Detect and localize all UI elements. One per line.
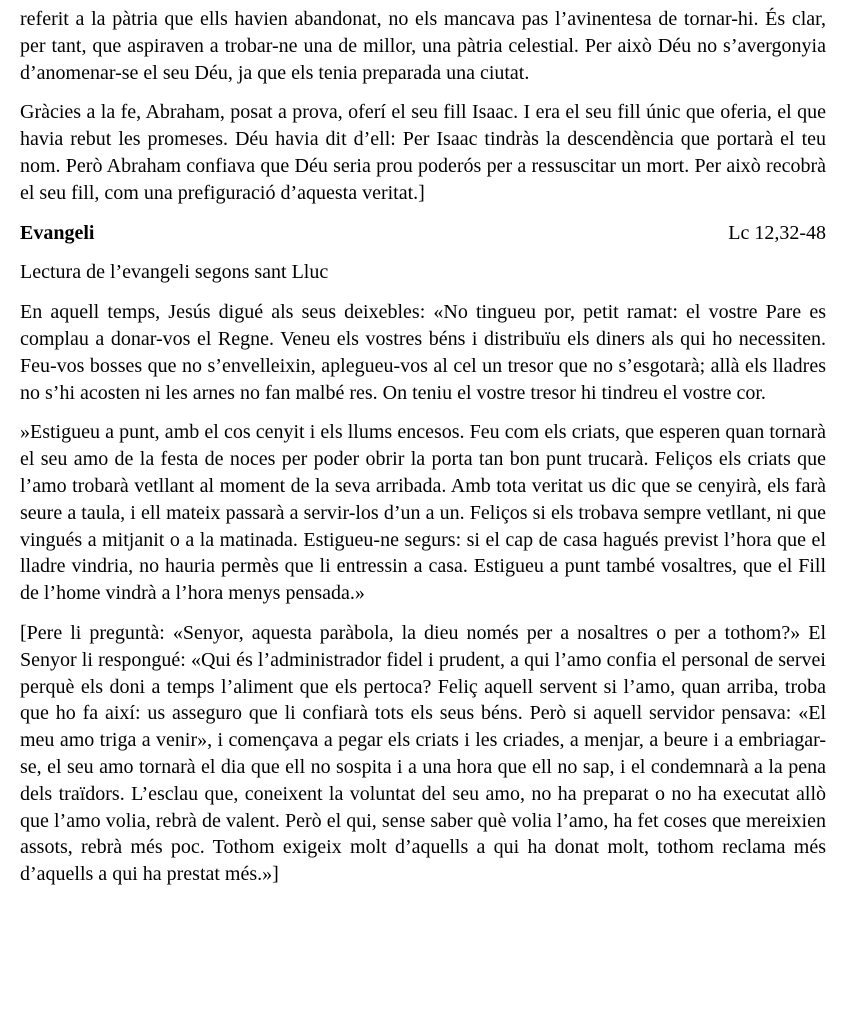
section-heading: Evangeli — [20, 221, 95, 244]
scripture-reference: Lc 12,32-48 — [728, 221, 826, 244]
reading-intro: Lectura de l’evangeli segons sant Lluc — [20, 261, 329, 284]
body-paragraph-patria: referit a la pàtria que ells havien abandonat, no els mancava pas l’avinentesa de tornar-hi. És clar, per tant, que aspiraven a trobar-ne una de millor, una pàtria celestial. Per això Déu no s’avergonyia d’anomenar-se el seu Déu, ja que els tenia preparada una ciutat. — [20, 8, 826, 84]
body-paragraph-gospel-1: En aquell temps, Jesús digué als seus deixebles: «No tingueu por, petit ramat: el vostre Pare es complau a donar-vos el Regne. Veneu els vostres béns i distribuïu els diners als qui ho necessiten. Feu-vos bosses que no s’envelleixin, aplegueu-vos al cel un tresor que no s’esgotarà; allà els lladres no s’hi acosten ni les arnes no fan malbé res. On teniu el vostre tresor hi tindreu el vostre cor. — [20, 301, 826, 404]
section-heading-row — [20, 220, 826, 247]
body-paragraph-gospel-3: [Pere li preguntà: «Senyor, aquesta paràbola, la dieu només per a nosaltres o per a tothom?» El Senyor li respongué: «Qui és l’administrador fidel i prudent, a qui l’amo confia el personal de servei perquè els doni a temps l’aliment que els pertoca? Feliç aquell servent si l’amo, quan arriba, troba que ho fa així: us asseguro que li confiarà tots els seus béns. Però si aquell servidor pensava: «El meu amo triga a venir», i començava a pegar els criats i les criades, a menjar, a beure i a embriagar-se, el seu amo tornarà el dia que ell no sospita i a una hora que ell no sap, i el condemnarà a la pena dels traïdors. L’esclau que, coneixent la voluntat del seu amo, no ha preparat o no ha executat allò que l’amo volia, rebrà de valent. Però el qui, sense saber què volia l’amo, ha fet coses que mereixien assots, rebrà més poc. Tothom exigeix molt d’aquells a qui ha donat molt, tothom reclama més d’aquells a qui ha prestat més.»] — [20, 621, 826, 886]
body-paragraph-gospel-2: »Estigueu a punt, amb el cos cenyit i els llums encesos. Feu com els criats, que esperen quan tornarà el seu amo de la festa de noces per poder obrir la porta tan bon punt trucarà. Feliços els criats que l’amo trobarà vetllant al moment de la seva arribada. Amb tota veritat us dic que se cenyirà, els farà seure a taula, i ell mateix passarà a servir-los d’un a un. Feliços si els trobava sempre vetllant, ni que vingués a mitjanit o a la matinada. Estigueu-ne segurs: si el cap de casa hagués previst l’hora que el lladre vindria, no hauria permès que li entressin a casa. Estigueu a punt també vosaltres, que el Fill de l’home vindrà a l’hora menys pensada.» — [20, 421, 826, 605]
body-paragraph-abraham: Gràcies a la fe, Abraham, posat a prova, oferí el seu fill Isaac. I era el seu fill únic que oferia, el que havia rebut les promeses. Déu havia dit d’ell: Per Isaac tindràs la descendència que portarà el teu nom. Però Abraham confiava que Déu seria prou poderós per a ressuscitar un mort. Per això recobrà el seu fill, com una prefiguració d’aquesta veritat.] — [20, 101, 826, 204]
